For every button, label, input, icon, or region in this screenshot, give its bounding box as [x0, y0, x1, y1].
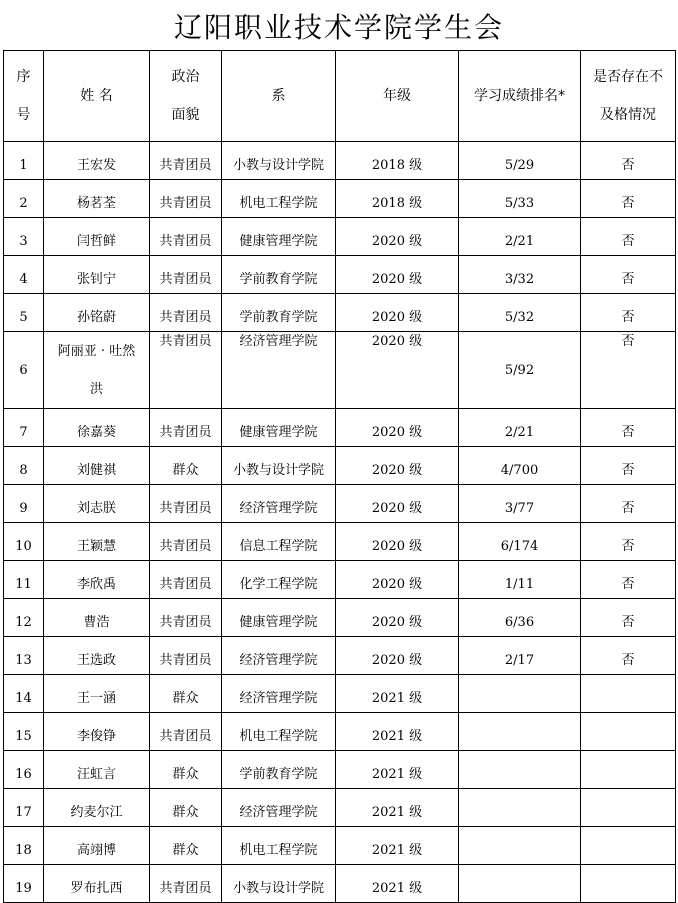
cell-seq: 7	[4, 409, 44, 447]
cell-name: 王一涵	[44, 675, 150, 713]
cell-political: 共青团员	[150, 523, 222, 561]
cell-rank: 3/32	[459, 256, 581, 294]
cell-seq: 8	[4, 447, 44, 485]
cell-grade: 2021 级	[336, 865, 459, 903]
cell-rank: 2/17	[459, 637, 581, 675]
cell-rank	[459, 827, 581, 865]
cell-grade: 2021 级	[336, 827, 459, 865]
cell-rank: 5/32	[459, 294, 581, 332]
cell-fail	[581, 865, 676, 903]
cell-name: 王颖慧	[44, 523, 150, 561]
cell-name: 李俊铮	[44, 713, 150, 751]
table-row	[4, 294, 676, 332]
cell-fail: 否	[581, 256, 676, 294]
cell-seq: 4	[4, 256, 44, 294]
cell-dept: 经济管理学院	[222, 485, 336, 523]
cell-fail: 否	[581, 180, 676, 218]
cell-fail: 否	[581, 409, 676, 447]
table-row	[4, 447, 676, 485]
cell-political: 群众	[150, 751, 222, 789]
cell-fail	[581, 751, 676, 789]
cell-dept: 机电工程学院	[222, 180, 336, 218]
cell-grade: 2020 级	[336, 637, 459, 675]
header-grade: 年级	[336, 51, 459, 142]
table-row	[4, 827, 676, 865]
cell-seq: 10	[4, 523, 44, 561]
cell-name: 约麦尔江	[44, 789, 150, 827]
cell-grade: 2020 级	[336, 523, 459, 561]
cell-rank: 2/21	[459, 218, 581, 256]
cell-seq: 17	[4, 789, 44, 827]
table-row	[4, 713, 676, 751]
cell-fail: 否	[581, 637, 676, 675]
cell-name: 曹浩	[44, 599, 150, 637]
cell-rank: 4/700	[459, 447, 581, 485]
cell-seq: 19	[4, 865, 44, 903]
cell-grade: 2021 级	[336, 675, 459, 713]
table-row	[4, 256, 676, 294]
cell-grade: 2018 级	[336, 180, 459, 218]
cell-dept: 经济管理学院	[222, 332, 336, 409]
cell-seq: 16	[4, 751, 44, 789]
table-row	[4, 599, 676, 637]
cell-grade: 2020 级	[336, 561, 459, 599]
cell-rank: 6/174	[459, 523, 581, 561]
cell-seq: 11	[4, 561, 44, 599]
cell-political: 共青团员	[150, 294, 222, 332]
cell-dept: 小教与设计学院	[222, 865, 336, 903]
cell-fail	[581, 713, 676, 751]
cell-rank: 6/36	[459, 599, 581, 637]
page-title: 辽阳职业技术学院学生会	[173, 11, 504, 44]
cell-dept: 小教与设计学院	[222, 447, 336, 485]
header-fail: 是否存在不 及格情况	[581, 51, 676, 142]
table-row	[4, 561, 676, 599]
cell-seq: 15	[4, 713, 44, 751]
table-row	[4, 637, 676, 675]
cell-rank	[459, 713, 581, 751]
cell-dept: 健康管理学院	[222, 218, 336, 256]
cell-political: 群众	[150, 827, 222, 865]
header-political: 政治 面貌	[150, 51, 222, 142]
cell-fail	[581, 789, 676, 827]
cell-rank	[459, 865, 581, 903]
cell-political: 群众	[150, 789, 222, 827]
table-row	[4, 409, 676, 447]
cell-political: 共青团员	[150, 561, 222, 599]
cell-fail: 否	[581, 294, 676, 332]
cell-rank: 3/77	[459, 485, 581, 523]
cell-grade: 2020 级	[336, 218, 459, 256]
cell-dept: 化学工程学院	[222, 561, 336, 599]
cell-political: 共青团员	[150, 865, 222, 903]
cell-political: 共青团员	[150, 599, 222, 637]
cell-rank	[459, 751, 581, 789]
cell-seq: 3	[4, 218, 44, 256]
cell-political: 共青团员	[150, 256, 222, 294]
cell-political: 共青团员	[150, 332, 222, 409]
cell-political: 共青团员	[150, 637, 222, 675]
cell-rank	[459, 675, 581, 713]
header-row	[4, 51, 676, 142]
cell-seq: 6	[4, 332, 44, 409]
cell-fail	[581, 827, 676, 865]
cell-fail	[581, 675, 676, 713]
cell-name: 王宏发	[44, 142, 150, 180]
cell-seq: 1	[4, 142, 44, 180]
cell-dept: 健康管理学院	[222, 409, 336, 447]
cell-dept: 学前教育学院	[222, 294, 336, 332]
cell-name: 罗布扎西	[44, 865, 150, 903]
cell-political: 共青团员	[150, 180, 222, 218]
cell-political: 共青团员	[150, 485, 222, 523]
cell-seq: 9	[4, 485, 44, 523]
cell-seq: 14	[4, 675, 44, 713]
cell-dept: 机电工程学院	[222, 713, 336, 751]
cell-name: 刘志朕	[44, 485, 150, 523]
cell-fail: 否	[581, 332, 676, 409]
cell-rank: 5/92	[459, 332, 581, 409]
cell-political: 共青团员	[150, 142, 222, 180]
table-row	[4, 485, 676, 523]
cell-grade: 2021 级	[336, 789, 459, 827]
table-row	[4, 180, 676, 218]
cell-name: 王选政	[44, 637, 150, 675]
cell-grade: 2021 级	[336, 751, 459, 789]
cell-fail: 否	[581, 523, 676, 561]
cell-seq: 2	[4, 180, 44, 218]
cell-rank	[459, 789, 581, 827]
table-row	[4, 332, 676, 409]
cell-dept: 经济管理学院	[222, 789, 336, 827]
cell-fail: 否	[581, 218, 676, 256]
cell-seq: 13	[4, 637, 44, 675]
cell-political: 群众	[150, 675, 222, 713]
cell-grade: 2020 级	[336, 256, 459, 294]
cell-grade: 2020 级	[336, 332, 459, 409]
cell-grade: 2020 级	[336, 447, 459, 485]
cell-rank: 1/11	[459, 561, 581, 599]
cell-seq: 18	[4, 827, 44, 865]
table-row	[4, 865, 676, 903]
cell-name: 阿丽亚 · 吐然 洪	[44, 332, 150, 409]
cell-fail: 否	[581, 561, 676, 599]
cell-dept: 健康管理学院	[222, 599, 336, 637]
header-name: 姓 名	[44, 51, 150, 142]
cell-seq: 12	[4, 599, 44, 637]
cell-political: 共青团员	[150, 218, 222, 256]
cell-fail: 否	[581, 599, 676, 637]
cell-name: 刘健祺	[44, 447, 150, 485]
cell-grade: 2018 级	[336, 142, 459, 180]
cell-name: 徐嘉葵	[44, 409, 150, 447]
cell-rank: 5/29	[459, 142, 581, 180]
cell-dept: 信息工程学院	[222, 523, 336, 561]
cell-fail: 否	[581, 485, 676, 523]
cell-political: 共青团员	[150, 409, 222, 447]
cell-dept: 机电工程学院	[222, 827, 336, 865]
table-row	[4, 789, 676, 827]
cell-name: 汪虹言	[44, 751, 150, 789]
header-rank: 学习成绩排名*	[459, 51, 581, 142]
cell-name: 高翊博	[44, 827, 150, 865]
cell-name: 孙铭蔚	[44, 294, 150, 332]
cell-name: 张钊宁	[44, 256, 150, 294]
cell-grade: 2020 级	[336, 409, 459, 447]
cell-grade: 2020 级	[336, 294, 459, 332]
header-dept: 系	[222, 51, 336, 142]
cell-political: 共青团员	[150, 713, 222, 751]
cell-dept: 经济管理学院	[222, 675, 336, 713]
student-roster-table	[3, 50, 676, 903]
cell-fail: 否	[581, 142, 676, 180]
cell-dept: 学前教育学院	[222, 751, 336, 789]
cell-name: 闫哲鲜	[44, 218, 150, 256]
cell-rank: 2/21	[459, 409, 581, 447]
cell-dept: 经济管理学院	[222, 637, 336, 675]
table-row	[4, 675, 676, 713]
cell-political: 群众	[150, 447, 222, 485]
cell-grade: 2020 级	[336, 599, 459, 637]
cell-name: 杨茗荃	[44, 180, 150, 218]
header-seq: 序 号	[4, 51, 44, 142]
table-row	[4, 523, 676, 561]
table-row	[4, 218, 676, 256]
table-row	[4, 751, 676, 789]
cell-rank: 5/33	[459, 180, 581, 218]
table-row	[4, 142, 676, 180]
cell-dept: 小教与设计学院	[222, 142, 336, 180]
cell-dept: 学前教育学院	[222, 256, 336, 294]
cell-fail: 否	[581, 447, 676, 485]
cell-grade: 2020 级	[336, 485, 459, 523]
cell-name: 李欣禹	[44, 561, 150, 599]
cell-grade: 2021 级	[336, 713, 459, 751]
cell-seq: 5	[4, 294, 44, 332]
